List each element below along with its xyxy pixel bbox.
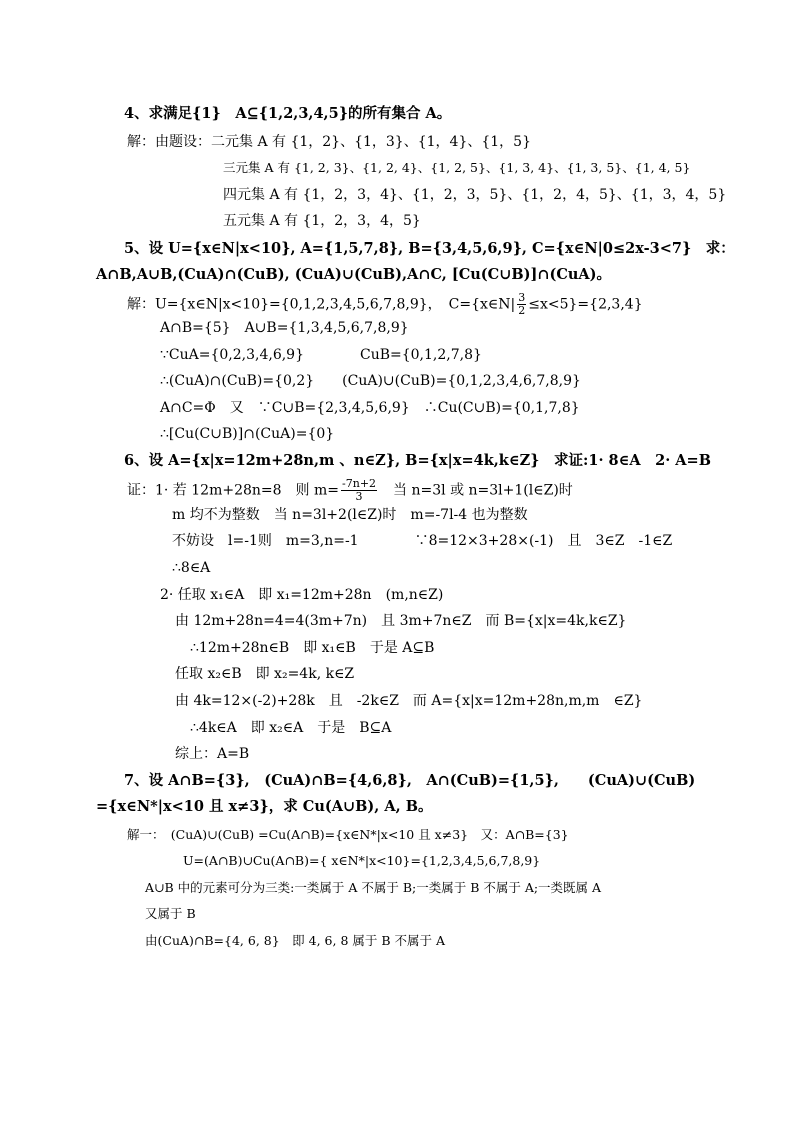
answer-4-line-4: 五元集 A 有 {1，2，3，4，5} bbox=[223, 213, 421, 229]
answer-4-line-3: 四元集 A 有 {1，2，3，4}、{1，2，3，5}、{1，2，4，5}、{1，3，4，5} bbox=[223, 187, 727, 203]
question-7-line-1: 7、设 A∩B={3}, (CuA)∩B={4,6,8}, A∩(CuB)={1,5}, (CuA)∪(CuB) bbox=[124, 772, 696, 789]
fraction-m bbox=[341, 478, 377, 503]
fraction-numerator: 3 bbox=[518, 291, 526, 304]
answer-5-line-1-prefix: 解：U={x∈N|x<10}={0,1,2,3,4,5,6,7,8,9}， C={x∈N| bbox=[127, 296, 516, 313]
proof-6-line-4: ∴8∈A bbox=[172, 560, 211, 576]
answer-5-line-1-suffix: ≤x<5}={2,3,4} bbox=[528, 296, 643, 313]
proof-6-line-1-suffix: 当 n=3l 或 n=3l+1(l∈Z)时 bbox=[379, 482, 573, 499]
proof-6-line-10: ∴4k∈A 即 x₂∈A 于是 B⊆A bbox=[190, 720, 392, 736]
answer-7-line-4: 又属于 B bbox=[145, 906, 196, 921]
fraction-denominator: 2 bbox=[518, 304, 526, 317]
answer-7-line-1: 解一： (CuA)∪(CuB) =Cu(A∩B)={x∈N*|x<10 且 x≠3} 又：A∩B={3} bbox=[127, 827, 569, 842]
answer-7-line-2: U=(A∩B)∪Cu(A∩B)={ x∈N*|x<10}={1,2,3,4,5,6,7,8,9} bbox=[183, 853, 541, 868]
answer-5-line-1 bbox=[127, 292, 643, 317]
answer-5-line-3: ∵CuA={0,2,3,4,6,9} CuB={0,1,2,7,8} bbox=[160, 347, 482, 363]
answer-7-line-3: A∪B 中的元素可分为三类:一类属于 A 不属于 B;一类属于 B 不属于 A;一类既属 A bbox=[145, 880, 602, 895]
fraction-three-halves bbox=[517, 292, 526, 317]
question-5-line-2: A∩B,A∪B,(CuA)∩(CuB), (CuA)∪(CuB),A∩C, [Cu(C∪B)]∩(CuA)。 bbox=[96, 266, 612, 283]
proof-6-line-9: 由 4k=12×(-2)+28k 且 -2k∈Z 而 A={x|x=12m+28n,m,m ∈Z} bbox=[175, 693, 643, 709]
proof-6-line-6: 由 12m+28n=4=4(3m+7n) 且 3m+7n∈Z 而 B={x|x=4k,k∈Z} bbox=[175, 613, 627, 629]
answer-5-line-5: A∩C=Φ 又 ∵C∪B={2,3,4,5,6,9} ∴Cu(C∪B)={0,1,7,8} bbox=[160, 400, 580, 416]
proof-6-line-8: 任取 x₂∈B 即 x₂=4k, k∈Z bbox=[175, 666, 355, 682]
proof-6-line-11: 综上：A=B bbox=[175, 746, 250, 762]
question-5-line-1: 5、设 U={x∈N|x<10}, A={1,5,7,8}, B={3,4,5,6,9}, C={x∈N|0≤2x-3<7} 求： bbox=[124, 240, 735, 257]
fraction-denominator: 3 bbox=[355, 490, 363, 503]
proof-6-line-1 bbox=[127, 478, 573, 503]
answer-5-line-2: A∩B={5} A∪B={1,3,4,5,6,7,8,9} bbox=[160, 320, 409, 336]
proof-6-line-3: 不妨设 l=-1则 m=3,n=-1 ∵8=12×3+28×(-1) 且 3∈Z -1∈Z bbox=[172, 533, 673, 549]
answer-5-line-6: ∴[Cu(C∪B)]∩(CuA)={0} bbox=[160, 426, 335, 442]
proof-6-line-1-prefix: 证：1· 若 12m+28n=8 则 m= bbox=[127, 482, 340, 499]
answer-4-line-2: 三元集 A 有 {1, 2, 3}、{1, 2, 4}、{1, 2, 5}、{1, 3, 4}、{1, 3, 5}、{1, 4, 5} bbox=[223, 160, 691, 175]
question-6-title: 6、设 A={x|x=12m+28n,m 、n∈Z}, B={x|x=4k,k∈Z} 求证:1· 8∈A 2· A=B bbox=[124, 452, 711, 469]
question-4-title: 4、求满足{1} A⊆{1,2,3,4,5}的所有集合 A。 bbox=[124, 105, 452, 122]
proof-6-line-2: m 均不为整数 当 n=3l+2(l∈Z)时 m=-7l-4 也为整数 bbox=[172, 507, 528, 523]
question-7-line-2: ={x∈N*|x<10 且 x≠3}，求 Cu(A∪B), A, B。 bbox=[96, 798, 433, 815]
fraction-numerator: -7n+2 bbox=[342, 477, 377, 490]
answer-5-line-4: ∴(CuA)∩(CuB)={0,2} (CuA)∪(CuB)={0,1,2,3,4,6,7,8,9} bbox=[160, 373, 581, 389]
answer-7-line-5: 由(CuA)∩B={4, 6, 8} 即 4, 6, 8 属于 B 不属于 A bbox=[145, 933, 446, 948]
answer-4-line-1: 解：由题设：二元集 A 有 {1，2}、{1，3}、{1，4}、{1，5} bbox=[127, 134, 531, 150]
proof-6-line-7: ∴12m+28n∈B 即 x₁∈B 于是 A⊆B bbox=[190, 640, 435, 656]
proof-6-line-5: 2· 任取 x₁∈A 即 x₁=12m+28n (m,n∈Z) bbox=[160, 587, 444, 603]
